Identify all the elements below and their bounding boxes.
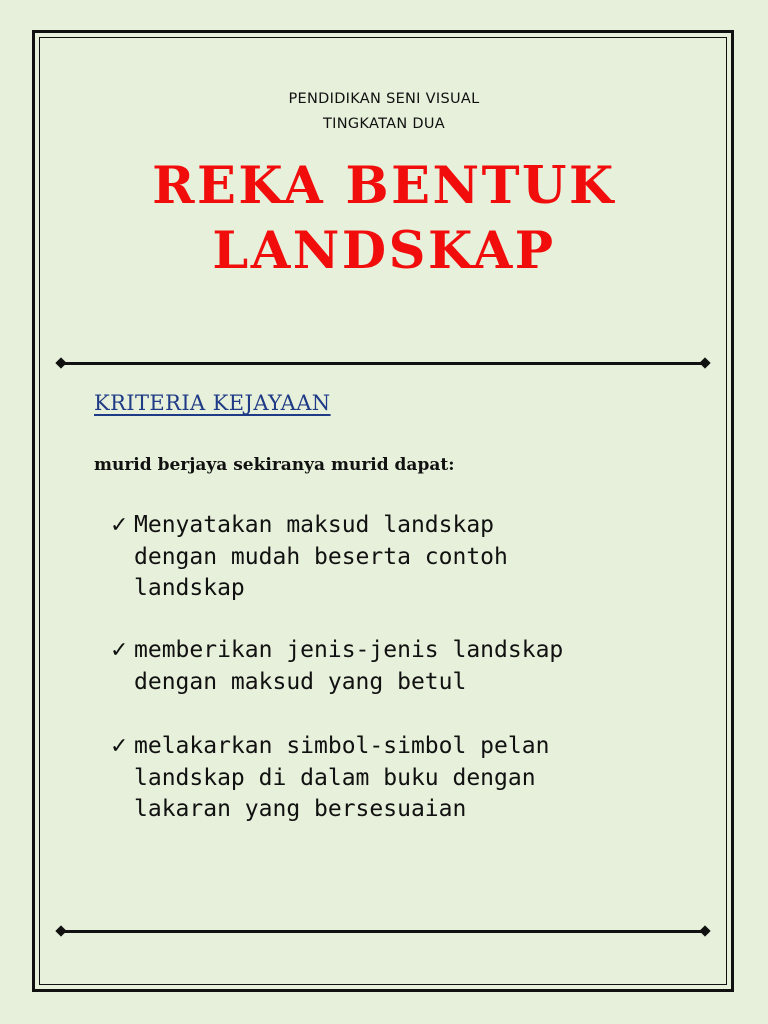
criteria-intro: murid berjaya sekiranya murid dapat: (94, 455, 455, 475)
checkmark-icon: ✓ (110, 513, 129, 538)
criteria-item-line: Menyatakan maksud landskap (134, 512, 495, 538)
criteria-item (110, 731, 690, 826)
title-line-2: LANDSKAP (212, 221, 556, 281)
criteria-item-line: melakarkan simbol-simbol pelan (134, 733, 550, 759)
level-label: TINGKATAN DUA (323, 116, 445, 132)
divider-top-line (61, 362, 705, 365)
checkmark-icon: ✓ (110, 734, 129, 759)
criteria-item-line: landskap (134, 575, 245, 601)
criteria-item (110, 510, 690, 605)
criteria-item-line: memberikan jenis-jenis landskap (134, 637, 564, 663)
subject-label: PENDIDIKAN SENI VISUAL (288, 91, 480, 107)
checkmark-icon: ✓ (110, 638, 129, 663)
criteria-item (110, 635, 690, 698)
criteria-item-line: lakaran yang bersesuaian (134, 796, 467, 822)
criteria-heading: KRITERIA KEJAYAAN (94, 391, 331, 415)
divider-bottom-line (61, 930, 705, 933)
criteria-item-line: landskap di dalam buku dengan (134, 764, 536, 791)
criteria-item-line: dengan maksud yang betul (134, 668, 467, 695)
criteria-item-line: dengan mudah beserta contoh (134, 543, 508, 570)
title-line-1: REKA BENTUK (152, 156, 616, 216)
